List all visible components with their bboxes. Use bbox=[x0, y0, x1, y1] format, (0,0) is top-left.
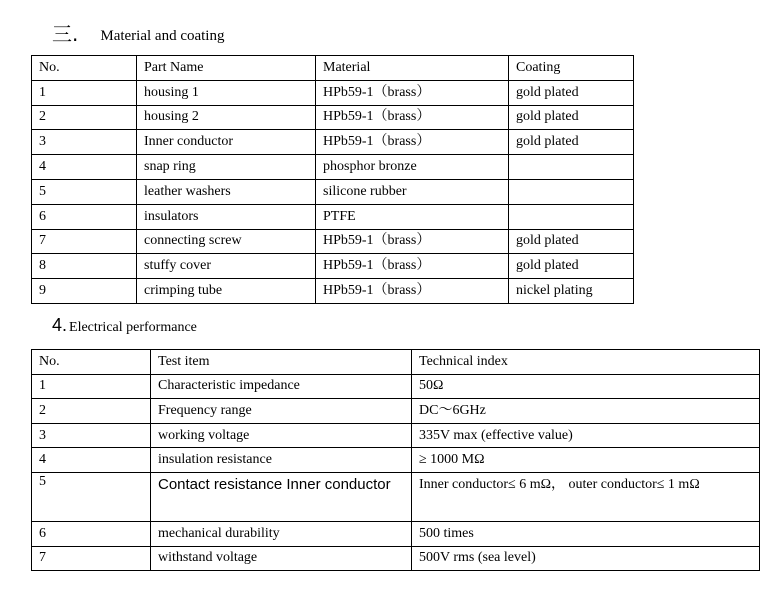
table-cell: insulation resistance bbox=[151, 448, 412, 473]
electrical-performance-table bbox=[31, 349, 760, 571]
material-coating-table bbox=[31, 55, 634, 304]
table-row bbox=[32, 423, 760, 448]
table-cell: working voltage bbox=[151, 423, 412, 448]
header-cell: Part Name bbox=[137, 56, 316, 81]
table-cell: 500V rms (sea level) bbox=[412, 546, 760, 571]
table-header-row bbox=[32, 56, 634, 81]
section-4-number: 4. bbox=[52, 315, 68, 335]
table-cell: Frequency range bbox=[151, 399, 412, 424]
table-row bbox=[32, 155, 634, 180]
table-cell: crimping tube bbox=[137, 279, 316, 304]
table-cell: silicone rubber bbox=[316, 179, 509, 204]
header-cell: Material bbox=[316, 56, 509, 81]
table-cell: 4 bbox=[32, 448, 151, 473]
table-cell: HPb59-1（brass） bbox=[316, 254, 509, 279]
table-cell: ≥ 1000 MΩ bbox=[412, 448, 760, 473]
table-cell: 500 times bbox=[412, 521, 760, 546]
header-cell: Technical index bbox=[412, 350, 760, 375]
table-row bbox=[32, 179, 634, 204]
table-cell: snap ring bbox=[137, 155, 316, 180]
table-cell: 6 bbox=[32, 521, 151, 546]
table-cell: Contact resistance Inner conductor bbox=[151, 472, 412, 521]
table-cell: mechanical durability bbox=[151, 521, 412, 546]
table-header-row bbox=[32, 350, 760, 375]
table-cell: housing 1 bbox=[137, 80, 316, 105]
section-3-title: Material and coating bbox=[100, 28, 225, 44]
table-row bbox=[32, 472, 760, 521]
table-row bbox=[32, 105, 634, 130]
table-cell: gold plated bbox=[509, 130, 634, 155]
table-cell bbox=[509, 204, 634, 229]
table-cell: connecting screw bbox=[137, 229, 316, 254]
table-cell: 1 bbox=[32, 80, 137, 105]
table-cell: PTFE bbox=[316, 204, 509, 229]
table-row bbox=[32, 399, 760, 424]
table-cell: HPb59-1（brass） bbox=[316, 105, 509, 130]
table-cell: withstand voltage bbox=[151, 546, 412, 571]
table-cell: gold plated bbox=[509, 105, 634, 130]
table-row bbox=[32, 254, 634, 279]
section-4-title: Electrical performance bbox=[69, 320, 197, 335]
table-row bbox=[32, 546, 760, 571]
table-cell: 50Ω bbox=[412, 374, 760, 399]
table-cell: gold plated bbox=[509, 80, 634, 105]
table-row bbox=[32, 229, 634, 254]
table-cell: Inner conductor≤ 6 mΩ， outer conductor≤ 1 mΩ bbox=[412, 472, 760, 521]
table-cell: 7 bbox=[32, 546, 151, 571]
table-cell: 5 bbox=[32, 179, 137, 204]
table-cell: 3 bbox=[32, 130, 137, 155]
table-row bbox=[32, 80, 634, 105]
table-cell: leather washers bbox=[137, 179, 316, 204]
table-cell: gold plated bbox=[509, 229, 634, 254]
table-cell bbox=[509, 179, 634, 204]
section-3-heading bbox=[52, 18, 224, 47]
table-cell: HPb59-1（brass） bbox=[316, 229, 509, 254]
table-cell: 2 bbox=[32, 105, 137, 130]
table-cell: HPb59-1（brass） bbox=[316, 80, 509, 105]
table-cell: 335V max (effective value) bbox=[412, 423, 760, 448]
table-cell: 5 bbox=[32, 472, 151, 521]
table-row bbox=[32, 279, 634, 304]
table-cell: stuffy cover bbox=[137, 254, 316, 279]
table-cell bbox=[509, 155, 634, 180]
header-cell: No. bbox=[32, 56, 137, 81]
table-cell: 1 bbox=[32, 374, 151, 399]
table-cell: phosphor bronze bbox=[316, 155, 509, 180]
table-cell: housing 2 bbox=[137, 105, 316, 130]
table-row bbox=[32, 204, 634, 229]
table-cell: HPb59-1（brass） bbox=[316, 279, 509, 304]
section-3-number: 三. bbox=[52, 22, 79, 46]
table-cell: insulators bbox=[137, 204, 316, 229]
table-row bbox=[32, 130, 634, 155]
table-cell: 9 bbox=[32, 279, 137, 304]
header-cell: Coating bbox=[509, 56, 634, 81]
table-cell: 2 bbox=[32, 399, 151, 424]
table-cell: Inner conductor bbox=[137, 130, 316, 155]
table-cell: Characteristic impedance bbox=[151, 374, 412, 399]
section-4-heading bbox=[52, 315, 197, 336]
table-cell: DC～6GHz bbox=[412, 399, 760, 424]
table-cell: 7 bbox=[32, 229, 137, 254]
header-cell: No. bbox=[32, 350, 151, 375]
table-cell: 3 bbox=[32, 423, 151, 448]
table-cell: 4 bbox=[32, 155, 137, 180]
table-cell: gold plated bbox=[509, 254, 634, 279]
table-cell: 6 bbox=[32, 204, 137, 229]
table-cell: nickel plating bbox=[509, 279, 634, 304]
table-row bbox=[32, 521, 760, 546]
header-cell: Test item bbox=[151, 350, 412, 375]
table-cell: HPb59-1（brass） bbox=[316, 130, 509, 155]
table-row bbox=[32, 448, 760, 473]
table-row bbox=[32, 374, 760, 399]
table-cell: 8 bbox=[32, 254, 137, 279]
